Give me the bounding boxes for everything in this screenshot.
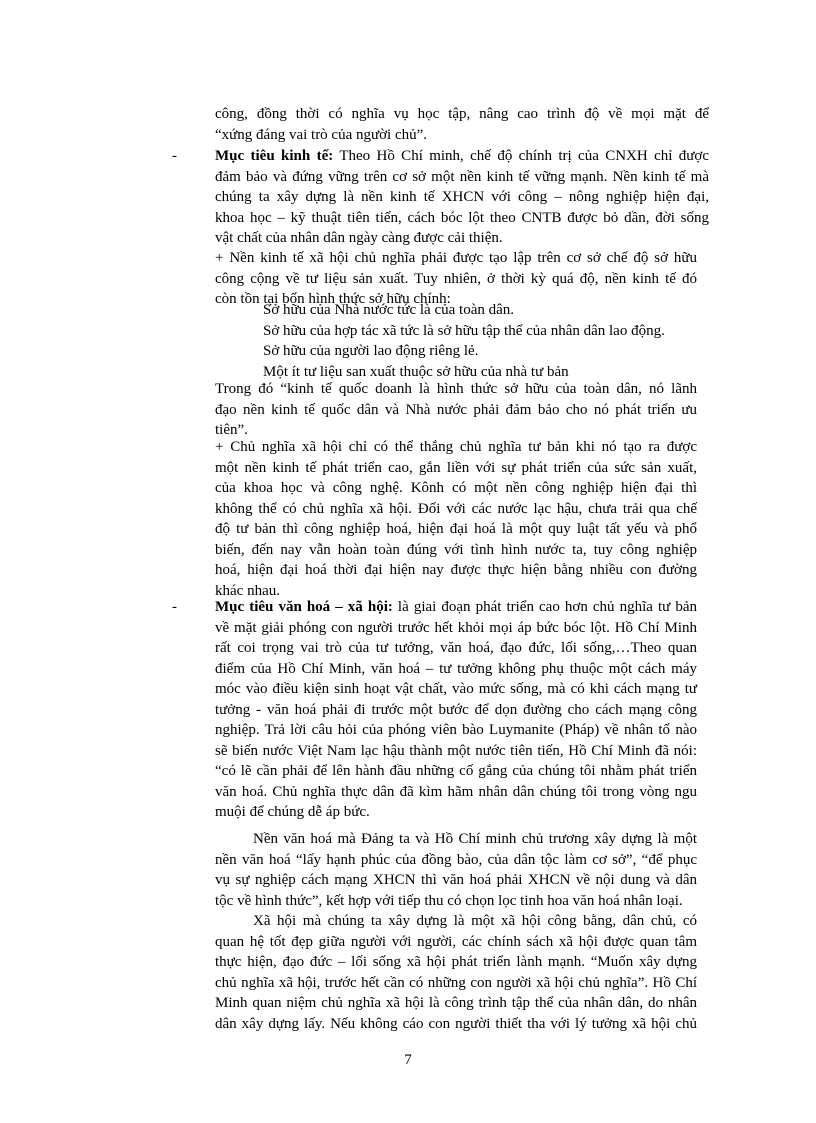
culture-policy-paragraph [215, 829, 697, 911]
text-line: khác nhau. [215, 582, 280, 599]
text-line: Minh quan niệm chủ nghĩa xã hội là công trình tập thể của nhân dân, do nhân [215, 995, 697, 1011]
text-line: công, đồng thời có nghĩa vụ học tập, nâng cao trình độ về mọi mặt để [215, 106, 709, 122]
text-line: chúng ta xây dựng là nền kinh tế XHCN với công – nông nghiệp hiện đại, [215, 189, 709, 205]
text-line: quan hệ tốt đẹp giữa người với người, các chính sách xã hội được quan tâm [215, 933, 697, 950]
list-item: Một ít tư liệu san xuất thuộc sở hữu của nhà tư bản [263, 363, 569, 380]
text-line: rất coi trọng vai trò của tư tưởng, văn hoá, đạo đức, lối sống,…Theo quan [215, 640, 697, 656]
text-line: tiên”. [215, 422, 248, 438]
text-line: Mục tiêu văn hoá – xã hội: là giai đoạn phát triển cao hơn chủ nghĩa tư bản [215, 599, 697, 615]
society-paragraph [215, 911, 697, 1034]
text-line: điểm của Hồ Chí Minh, văn hoá – tư tưởng không phụ thuộc một cách máy [215, 660, 697, 677]
text-line: “có lẽ cần phải để lên hành đầu những cố gắng của chúng tôi nhằm phát triển [215, 763, 697, 779]
text-line: biến, đến nay vẫn hoàn toàn đúng với tình hình nước ta, tuy công nghiệp [215, 541, 697, 558]
list-item: Sở hữu của người lao động riêng lẻ. [263, 343, 479, 359]
text-line: văn hoá. Chủ nghĩa thực dân đã kìm hãm nhân dân chúng tôi trong vòng ngu [215, 783, 697, 800]
text-line: nền văn hoá “lấy hạnh phúc của đồng bào, của dân tộc làm cơ sở”, “để phục [215, 851, 697, 868]
text-line: hoá, hiện đại hoá thời đại hiện nay được thực hiện bằng nhiều con đường [215, 562, 697, 578]
ownership-forms-list [263, 300, 703, 382]
text-line: của khoa học và công nghệ. Kônh có một nền công nghiệp hiện đại thì [215, 480, 697, 496]
bullet-dash: - [172, 148, 177, 164]
text-line: Nền văn hoá mà Đảng ta và Hồ Chí minh chủ trương xây dựng là một [253, 831, 697, 847]
section-heading: Mục tiêu kinh tế: [215, 148, 334, 164]
text-line: móc vào điều kiện sinh hoạt vật chất, vào mức sống, mà có khi cách mạng tư [215, 681, 697, 697]
text-line: vật chất của nhân dân ngày càng được cải thiện. [215, 230, 503, 246]
text-line: đảm bảo và đứng vững trên cơ sở một nền kinh tế vững mạnh. Nền kinh tế mà [215, 168, 709, 185]
text-line: nghiệp. Trả lời câu hỏi của phóng viên bào Luymanite (Pháp) về nhân tố nào [215, 722, 697, 738]
text-line: Trong đó “kinh tế quốc doanh là hình thức sở hữu của toàn dân, nó lãnh [215, 381, 697, 397]
page-number: 7 [404, 1052, 412, 1068]
bullet-dash: - [172, 599, 177, 615]
text-line: sẽ biến nước Việt Nam lạc hậu thành một nước tiên tiến, Hồ Chí Minh đã nói: [215, 742, 697, 759]
cultural-goal-paragraph [215, 597, 697, 823]
section-heading: Mục tiêu văn hoá – xã hội: [215, 599, 393, 615]
text-line: vụ sự nghiệp cách mạng XHCN thì văn hoá phải XHCN về nội dung và dân [215, 872, 697, 888]
text-line: Mục tiêu kinh tế: Theo Hồ Chí minh, chế độ chính trị của CNXH chỉ được [215, 148, 709, 164]
text-line: tưởng - văn hoá phải đi trước một bước để dọn đường cho cách mạng công [215, 701, 697, 718]
text-line: dân xây dựng lấy. Nếu không cáo con người thiết tha với lý tưởng xã hội chủ [215, 1015, 697, 1032]
list-item: Sở hữu của hợp tác xã tức là sở hữu tập thể của nhân dân lao động. [263, 322, 665, 339]
text-line: chủ nghĩa xã hội, trước hết cần có những con người xã hội chủ nghĩa”. Hồ Chí [215, 974, 697, 991]
text-line: + Nền kinh tế xã hội chủ nghĩa phải được tạo lập trên cơ sở chế độ sở hữu [215, 250, 697, 266]
economic-goal-paragraph [215, 146, 709, 249]
state-economy-quote [215, 379, 697, 441]
industrialization-paragraph [215, 437, 697, 601]
list-item: Sở hữu của Nhà nước tức là của toàn dân. [263, 302, 515, 318]
text-line: còn tồn tại bốn hình thức sở hữu chính: [215, 291, 451, 307]
text-line: tộc về hình thức”, kết hợp với tiếp thu có chọn lọc tinh hoa văn hoá nhân loại. [215, 892, 683, 909]
intro-paragraph [215, 104, 709, 145]
text-line: một nền kinh tế phát triển cao, gắn liền với sự phát triển của sức sản xuất, [215, 459, 697, 476]
text-line: muội để chúng dễ áp bức. [215, 804, 370, 820]
text-line: độ tư bản thì công nghiệp hoá, hiện đại hoá là một quy luật tất yếu và phổ [215, 521, 697, 537]
text-line: + Chủ nghĩa xã hội chỉ có thể thắng chủ nghĩa tư bản khi nó tạo ra được [215, 439, 697, 455]
text-line: thực hiện, đạo đức – lối sống xã hội phát triển lành mạnh. “Muốn xây dựng [215, 954, 697, 970]
text-line: về mặt giải phóng con người trước hết khỏi mọi áp bức bóc lột. Hồ Chí Minh [215, 619, 697, 636]
text-line: đạo nền kinh tế quốc dân và Nhà nước phải đảm bảo cho nó phát triển ưu [215, 401, 697, 418]
text-line: khoa học – kỹ thuật tiên tiến, cách bóc lột theo CNTB được bỏ dần, đời sống [215, 209, 709, 226]
text-line: công cộng về tư liệu sản xuất. Tuy nhiên, ở thời kỳ quá độ, nền kinh tế đó [215, 270, 697, 287]
text-line: không thể có chủ nghĩa xã hội. Đối với các nước lạc hậu, chưa trải qua chế [215, 500, 697, 517]
text-line: Xã hội mà chúng ta xây dựng là một xã hội công bằng, dân chủ, có [253, 913, 697, 929]
text-line: “xứng đáng vai trò của người chủ”. [215, 126, 428, 143]
